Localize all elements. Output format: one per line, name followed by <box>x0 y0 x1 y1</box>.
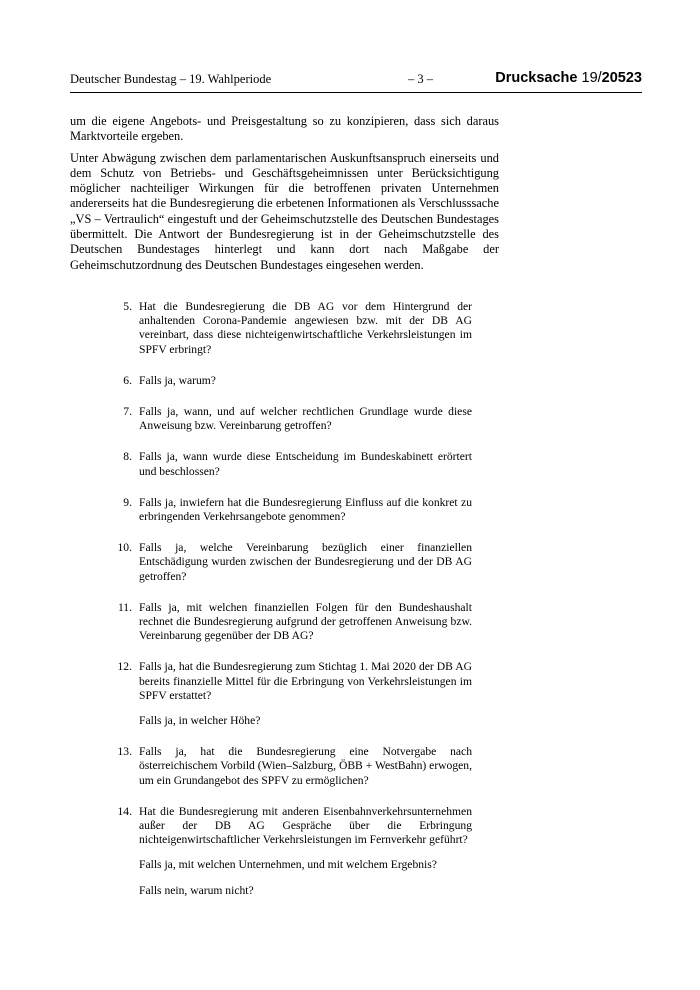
question-item <box>112 660 472 728</box>
question-followup: Falls ja, mit welchen Unternehmen, und mit welchem Ergebnis? <box>139 858 437 872</box>
question-number: 5. <box>123 300 132 313</box>
question-item <box>112 601 472 644</box>
question-number: 14. <box>117 804 132 818</box>
question-item <box>112 541 472 584</box>
header-doc-period: 19/ <box>577 70 602 86</box>
question-list <box>112 300 472 915</box>
question-number: 10. <box>117 541 132 555</box>
question-number: 9. <box>123 495 132 509</box>
header-doc-label: Drucksache <box>495 70 578 86</box>
question-item <box>112 745 472 788</box>
question-text: Falls ja, mit welchen finanziellen Folgen für den Bundeshaushalt rechnet die Bundesregierung aufgrund der getroffenen Anweisung bzw. Vereinbarung gegenüber der DB AG? <box>139 600 472 643</box>
header-publication: Deutscher Bundestag – 19. Wahlperiode <box>70 72 272 86</box>
paragraph-2: Unter Abwägung zwischen dem parlamentarischen Auskunftsanspruch einerseits und dem Schutz von Betriebs- und Geschäftsgeheimnissen unter Berücksichtigung möglicher nachteiliger Wirkungen für die betroffenen privaten Unternehmen andererseits hat die Bundesregierung die erbetenen Informationen als Verschlusssache „VS – Vertraulich“ eingestuft und der Geheimschutzstelle des Deutschen Bundestages übermittelt. Die Antwort der Bundesregierung ist in der Geheimschutzstelle des Deutschen Bundestages hinterlegt und kann dort nach Maßgabe der Geheimschutzordnung des Deutschen Bundestages eingesehen werden. <box>70 150 499 272</box>
question-text: Falls ja, hat die Bundesregierung zum Stichtag 1. Mai 2020 der DB AG bereits finanzielle Mittel für die Erbringung von Verkehrsleistungen im SPFV erstattet? <box>139 660 472 702</box>
question-item <box>112 450 472 478</box>
question-item <box>112 405 472 433</box>
question-followup: Falls nein, warum nicht? <box>139 883 254 897</box>
question-text: Falls ja, inwiefern hat die Bundesregierung Einfluss auf die konkret zu erbringenden Verkehrsangebote genommen? <box>139 495 472 524</box>
question-item <box>112 805 472 898</box>
paragraph-1: um die eigene Angebots- und Preisgestaltung so zu konzipieren, dass sich daraus Marktvorteile ergeben. <box>70 114 499 144</box>
question-text: Falls ja, welche Vereinbarung bezüglich einer finanziellen Entschädigung wurden zwischen der Bundesregierung und der DB AG getroffen? <box>139 541 472 583</box>
question-text: Falls ja, wann, und auf welcher rechtlichen Grundlage wurde diese Anweisung bzw. Vereinbarung getroffen? <box>139 405 472 433</box>
header-document-id <box>495 70 642 86</box>
page-header <box>70 72 642 90</box>
header-rule <box>70 92 642 93</box>
question-text: Hat die Bundesregierung mit anderen Eisenbahnverkehrsunternehmen außer der DB AG Gespräche über die Erbringung nichteigenwirtschaftlicher Verkehrsleistungen im Fernverkehr geführt? <box>139 804 472 847</box>
question-text: Falls ja, warum? <box>139 373 216 387</box>
question-followup: Falls ja, in welcher Höhe? <box>139 714 261 728</box>
question-text: Falls ja, wann wurde diese Entscheidung im Bundeskabinett erörtert und beschlossen? <box>139 450 472 478</box>
question-item <box>112 496 472 524</box>
header-page-number: – 3 – <box>408 72 433 86</box>
question-text: Falls ja, hat die Bundesregierung eine Notvergabe nach österreichischem Vorbild (Wien–Salzburg, ÖBB + WestBahn) erwogen, um ein Grundangebot des SPFV zu ermöglichen? <box>139 745 472 787</box>
question-number: 13. <box>117 745 132 759</box>
question-number: 6. <box>123 373 132 387</box>
question-item <box>112 374 472 388</box>
question-number: 7. <box>123 405 132 419</box>
question-number: 8. <box>123 450 132 464</box>
question-item <box>112 300 472 357</box>
question-number: 11. <box>117 600 132 614</box>
answer-text <box>70 114 499 279</box>
header-doc-number: 20523 <box>601 70 642 86</box>
question-number: 12. <box>117 660 132 674</box>
question-text: Hat die Bundesregierung die DB AG vor dem Hintergrund der anhaltenden Corona-Pandemie angewiesen bzw. mit der DB AG vereinbart, dass diese nichteigenwirtschaftliche Verkehrsleistungen im SPFV erbringt? <box>139 300 472 356</box>
